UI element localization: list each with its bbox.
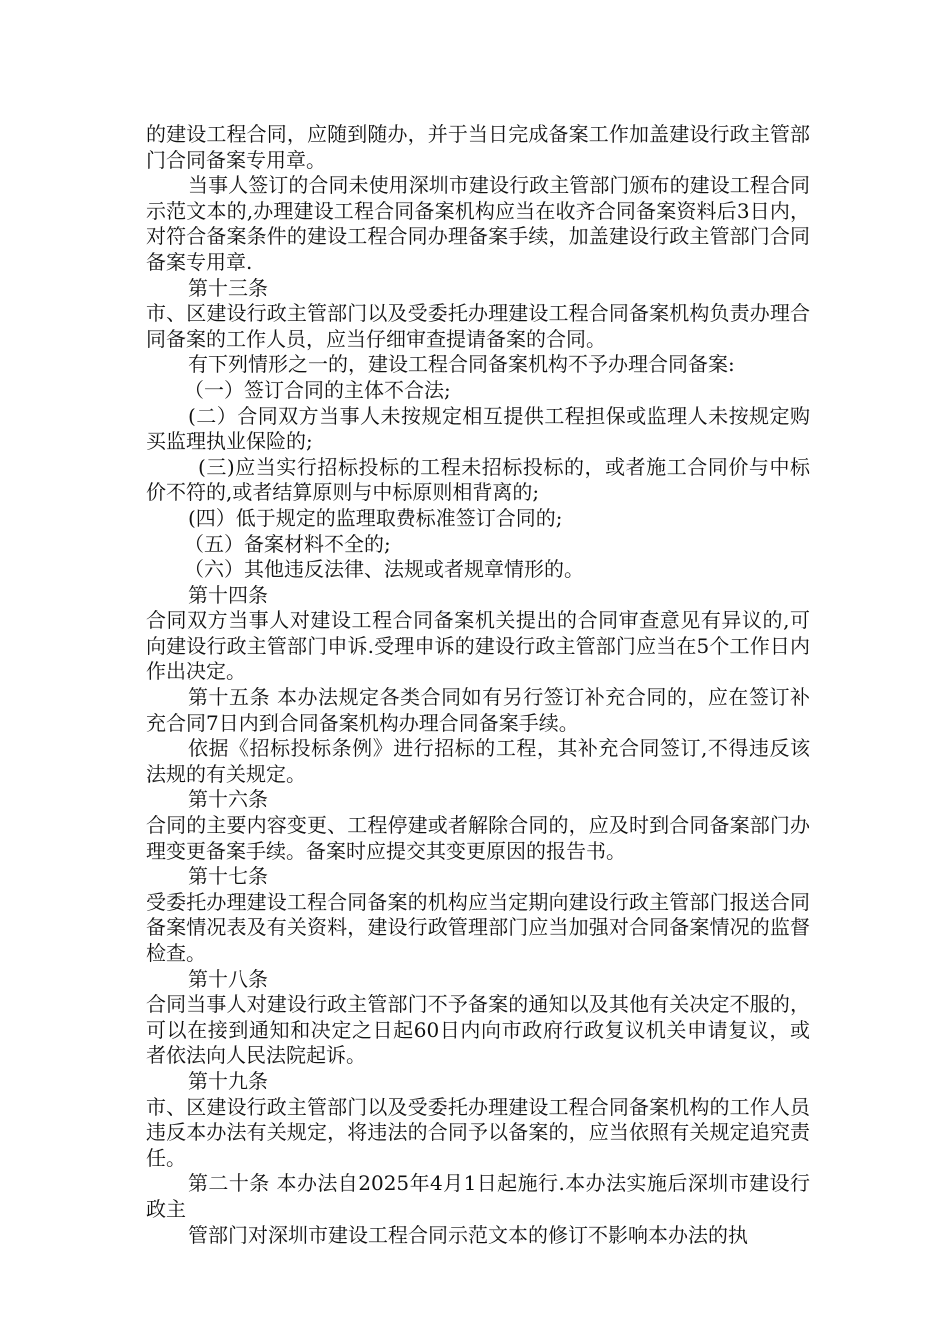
paragraph-article-15: 第十五条 本办法规定各类合同如有另行签订补充合同的，应在签订补充合同7日内到合同备案机构办理合同备案手续。 [146, 685, 810, 735]
list-item-6: （六）其他违反法律、法规或者规章情形的。 [184, 557, 584, 582]
article-18-heading: 第十八条 [188, 966, 268, 991]
paragraph-article-14: 合同双方当事人对建设工程合同备案机关提出的合同审查意见有异议的,可向建设行政主管部门申诉.受理申诉的建设行政主管部门应当在5个工作日内作出决定。 [146, 608, 810, 684]
paragraph-tender-regulation: 依据《招标投标条例》进行招标的工程，其补充合同签订,不得违反该法规的有关规定。 [146, 736, 810, 786]
list-item-5: （五）备案材料不全的; [184, 531, 391, 556]
paragraph-refusal-conditions: 有下列情形之一的，建设工程合同备案机构不予办理合同备案: [188, 352, 735, 377]
paragraph-continuation: 的建设工程合同，应随到随办，并于当日完成备案工作加盖建设行政主管部门合同备案专用章。 [146, 122, 810, 172]
paragraph-article-17: 受委托办理建设工程合同备案的机构应当定期向建设行政主管部门报送合同备案情况表及有关资料，建设行政管理部门应当加强对合同备案情况的监督检查。 [146, 889, 810, 965]
paragraph-article-20-continued: 管部门对深圳市建设工程合同示范文本的修订不影响本办法的执 [188, 1222, 748, 1247]
article-17-heading: 第十七条 [188, 864, 268, 889]
paragraph-article-18: 合同当事人对建设行政主管部门不予备案的通知以及其他有关决定不服的，可以在接到通知和决定之日起60日内向市政府行政复议机关申请复议，或者依法向人民法院起诉。 [146, 992, 810, 1068]
article-14-heading: 第十四条 [188, 582, 268, 607]
paragraph-article-13: 市、区建设行政主管部门以及受委托办理建设工程合同备案机构负责办理合同备案的工作人员，应当仔细审查提请备案的合同。 [146, 301, 810, 351]
paragraph-article-16: 合同的主要内容变更、工程停建或者解除合同的，应及时到合同备案部门办理变更备案手续。备案时应提交其变更原因的报告书。 [146, 813, 810, 863]
article-13-heading: 第十三条 [188, 275, 268, 300]
article-16-heading: 第十六条 [188, 787, 268, 812]
list-item-2: (二）合同双方当事人未按规定相互提供工程担保或监理人未按规定购买监理执业保险的; [146, 403, 810, 454]
document-body [146, 122, 810, 1248]
paragraph-article-20: 第二十条 本办法自2025年4月1日起施行.本办法实施后深圳市建设行政主 [146, 1171, 810, 1221]
article-19-heading: 第十九条 [188, 1068, 268, 1093]
list-item-4: (四）低于规定的监理取费标准签订合同的; [188, 505, 563, 530]
list-item-3: (三)应当实行招标投标的工程未招标投标的，或者施工合同价与中标价不符的,或者结算原则与中标原则相背离的; [146, 454, 810, 505]
paragraph-article-19: 市、区建设行政主管部门以及受委托办理建设工程合同备案机构的工作人员违反本办法有关规定，将违法的合同予以备案的，应当依照有关规定追究责任。 [146, 1094, 810, 1170]
list-item-1: （一）签订合同的主体不合法; [184, 377, 451, 402]
paragraph-unofficial-text: 当事人签订的合同未使用深圳市建设行政主管部门颁布的建设工程合同示范文本的,办理建设工程合同备案机构应当在收齐合同备案资料后3日内，对符合备案条件的建设工程合同办理备案手续，加盖建设行政主管部门合同备案专用章. [146, 173, 810, 274]
